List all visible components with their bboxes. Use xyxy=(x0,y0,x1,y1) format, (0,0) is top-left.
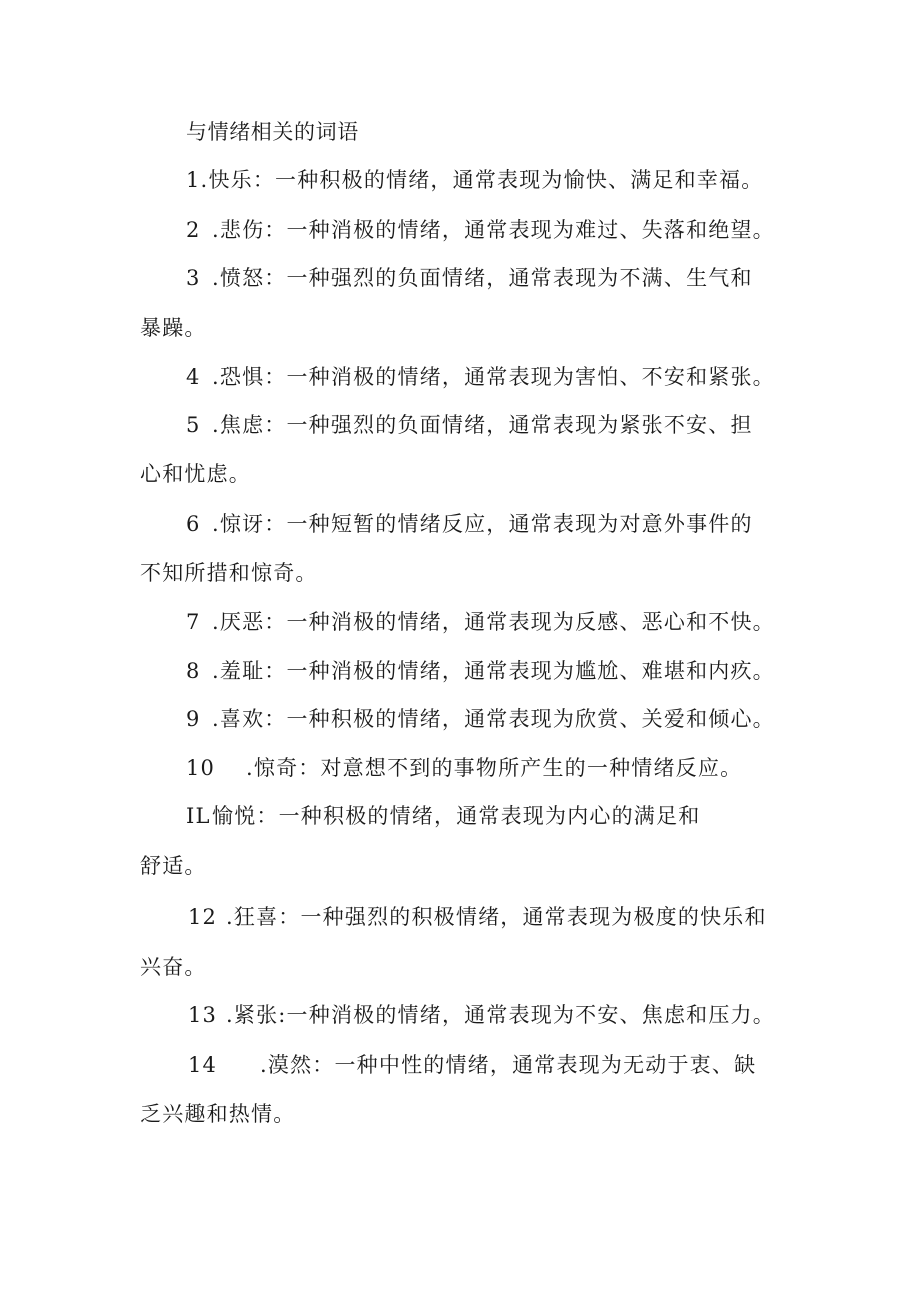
item-number: 9 xyxy=(186,707,201,731)
item-text: .恐惧：一种消极的情绪，通常表现为害怕、不安和紧张。 xyxy=(212,365,775,389)
item-text: 快乐：一种积极的情绪，通常表现为愉快、满足和幸福。 xyxy=(208,168,764,192)
list-item xyxy=(186,656,775,686)
list-item xyxy=(186,263,753,293)
item-continuation: 暴躁。 xyxy=(140,316,207,340)
item-number: 13 xyxy=(188,1003,218,1027)
item-number: 1. xyxy=(186,168,209,192)
item-text: .惊奇：对意想不到的事物所产生的一种情绪反应。 xyxy=(246,756,743,780)
list-item xyxy=(186,607,775,637)
item-text: .羞耻：一种消极的情绪，通常表现为尴尬、难堪和内疚。 xyxy=(212,659,775,683)
item-continuation: 舒适。 xyxy=(140,854,207,878)
item-continuation: 不知所措和惊奇。 xyxy=(140,561,318,585)
item-text: .愤怒：一种强烈的负面情绪，通常表现为不满、生气和 xyxy=(212,266,753,290)
list-item xyxy=(188,1050,756,1080)
item-number: 5 xyxy=(186,413,201,437)
item-continuation: 兴奋。 xyxy=(140,955,207,979)
item-number: 6 xyxy=(186,512,201,536)
item-continuation: 心和忧虑。 xyxy=(140,462,251,486)
item-text: .紧张:一种消极的情绪，通常表现为不安、焦虑和压力。 xyxy=(226,1003,775,1027)
document-title: 与情绪相关的词语 xyxy=(186,120,359,144)
item-number: IL xyxy=(186,804,211,828)
item-number: 8 xyxy=(186,659,201,683)
item-continuation: 乏兴趣和热情。 xyxy=(140,1102,296,1126)
list-item xyxy=(186,753,742,783)
item-text: .惊讶：一种短暂的情绪反应，通常表现为对意外事件的 xyxy=(212,512,753,536)
list-item xyxy=(186,165,763,195)
item-text: .狂喜：一种强烈的积极情绪，通常表现为极度的快乐和 xyxy=(226,905,767,929)
item-text: .漠然：一种中性的情绪，通常表现为无动于衷、缺 xyxy=(260,1053,757,1077)
list-item xyxy=(188,1000,775,1030)
item-number: 7 xyxy=(186,610,201,634)
item-number: 10 xyxy=(186,756,216,780)
item-text: .喜欢：一种积极的情绪，通常表现为欣赏、关爱和倾心。 xyxy=(212,707,775,731)
item-text: .悲伤：一种消极的情绪，通常表现为难过、失落和绝望。 xyxy=(212,218,775,242)
item-number: 14 xyxy=(188,1053,218,1077)
list-item xyxy=(186,509,753,539)
list-item xyxy=(186,704,775,734)
item-text: 愉悦：一种积极的情绪，通常表现为内心的满足和 xyxy=(212,804,701,828)
item-text: .厌恶：一种消极的情绪，通常表现为反感、恶心和不快。 xyxy=(212,610,775,634)
list-item xyxy=(186,410,753,440)
item-number: 2 xyxy=(186,218,201,242)
item-number: 12 xyxy=(188,905,218,929)
list-item xyxy=(186,801,700,831)
list-item xyxy=(188,902,767,932)
item-number: 3 xyxy=(186,266,201,290)
list-item xyxy=(186,215,775,245)
list-item xyxy=(186,362,775,392)
item-number: 4 xyxy=(186,365,201,389)
item-text: .焦虑：一种强烈的负面情绪，通常表现为紧张不安、担 xyxy=(212,413,753,437)
